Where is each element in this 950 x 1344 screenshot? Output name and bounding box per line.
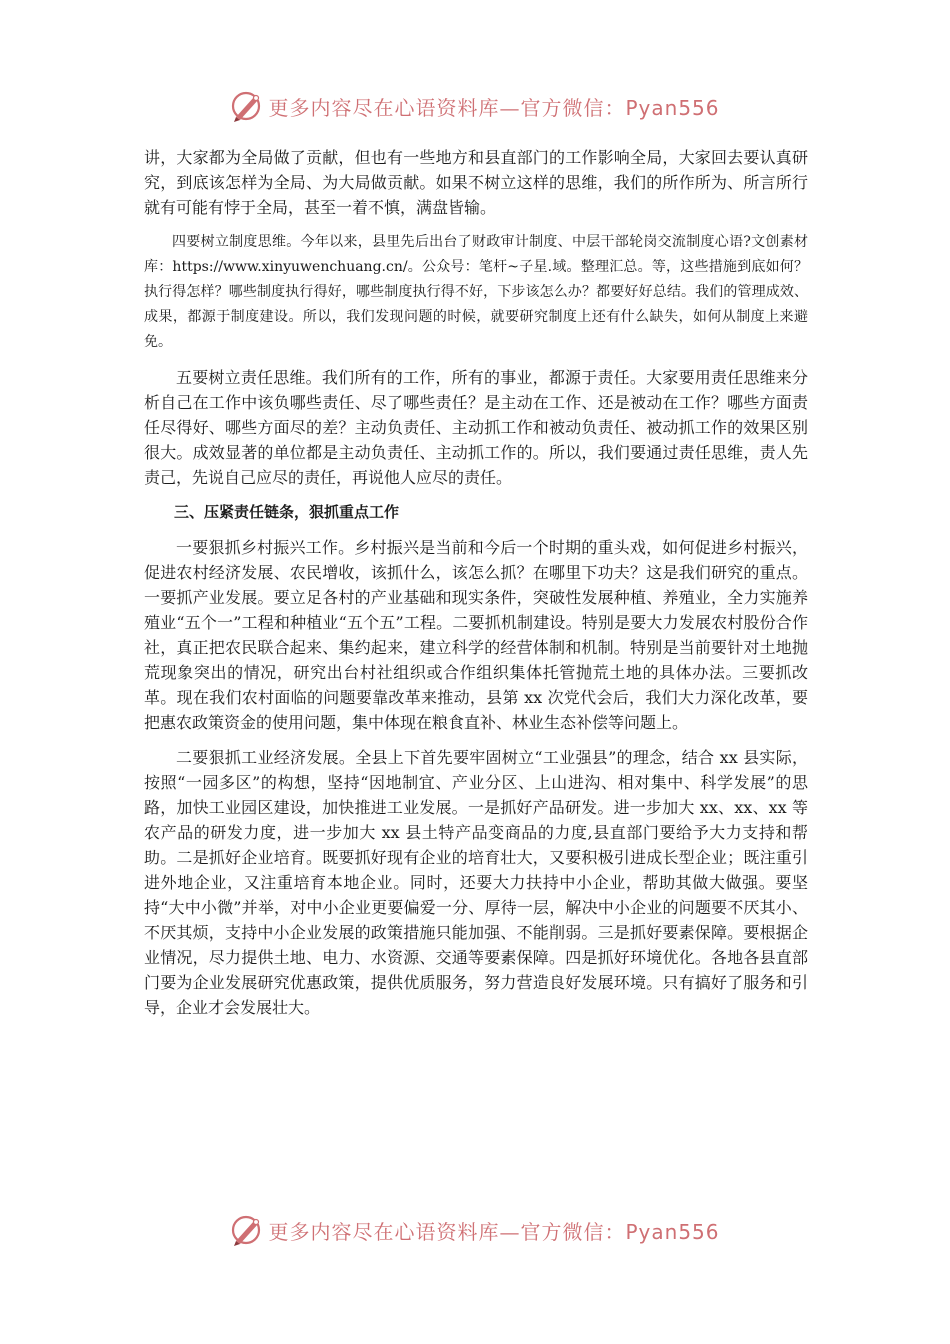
paragraph-3: 五要树立责任思维。我们所有的工作，所有的事业，都源于责任。大家要用责任思维来分析自己在工作中该负哪些责任、尽了哪些责任？是主动在工作、还是被动在工作？哪些方面责任尽得好、哪些方面尽的差？主动负责任、主动抓工作和被动负责任、被动抓工作的效果区别很大。成效显著的单位都是主动负责任、主动抓工作的。所以，我们要通过责任思维，责人先责己，先说自己应尽的责任，再说他人应尽的责任。 xyxy=(144,368,808,487)
document-body xyxy=(144,145,808,1020)
pen-logo-icon xyxy=(230,89,264,123)
banner-text: 更多内容尽在心语资料库—官方微信：Pyan556 xyxy=(268,1219,720,1244)
section-heading: 三、压紧责任链条，狠抓重点工作 xyxy=(174,503,400,521)
pen-logo-icon xyxy=(230,1213,264,1247)
paragraph-1: 讲，大家都为全局做了贡献，但也有一些地方和县直部门的工作影响全局，大家回去要认真研究，到底该怎样为全局、为大局做贡献。如果不树立这样的思维，我们的所作所为、所言所行就有可能有悖于全局，甚至一着不慎，满盘皆输。 xyxy=(144,148,808,217)
paragraph-5: 二要狠抓工业经济发展。全县上下首先要牢固树立“工业强县”的理念，结合 xx 县实际，按照“一园多区”的构想，坚持“因地制宜、产业分区、上山进沟、相对集中、科学发展”的思路，加快工业园区建设，加快推进工业发展。一是抓好产品研发。进一步加大 xx、xx、xx 等农产品的研发力度，进一步加大 xx 县土特产品变商品的力度,县直部门要给予大力支持和帮助。二是抓好企业培育。既要抓好现有企业的培育壮大，又要积极引进成长型企业；既注重引进外地企业，又注重培育本地企业。同时，还要大力扶持中小企业，帮助其做大做强。要坚持“大中小微”并举，对中小企业更要偏爱一分、厚待一层，解决中小企业的问题要不厌其小、不厌其烦，支持中小企业发展的政策措施只能加强、不能削弱。三是抓好要素保障。要根据企业情况，尽力提供土地、电力、水资源、交通等要素保障。四是抓好环境优化。各地各县直部门要为企业发展研究优惠政策，提供优质服务，努力营造良好发展环境。只有搞好了服务和引导，企业才会发展壮大。 xyxy=(144,748,808,1017)
header-banner xyxy=(0,86,950,126)
banner-text: 更多内容尽在心语资料库—官方微信：Pyan556 xyxy=(268,95,720,120)
paragraph-2: 四要树立制度思维。今年以来，县里先后出台了财政审计制度、中层干部轮岗交流制度心语?文创素材库：https://www.xinyuwenchuang.cn/。公众号：笔杆~子星.域。整理汇总。等，这些措施到底如何？执行得怎样？哪些制度执行得好，哪些制度执行得不好，下步该怎么办？都要好好总结。我们的管理成效、成果，都源于制度建设。所以，我们发现问题的时候，就要研究制度上还有什么缺失，如何从制度上来避免。 xyxy=(144,234,808,350)
paragraph-4: 一要狠抓乡村振兴工作。乡村振兴是当前和今后一个时期的重头戏，如何促进乡村振兴，促进农村经济发展、农民增收，该抓什么，该怎么抓？在哪里下功夫？这是我们研究的重点。一要抓产业发展。要立足各村的产业基础和现实条件，突破性发展种植、养殖业，全力实施养殖业“五个一”工程和种植业“五个五”工程。二要抓机制建设。特别是要大力发展农村股份合作社，真正把农民联合起来、集约起来，建立科学的经营体制和机制。特别是当前要针对土地抛荒现象突出的情况，研究出台村社组织或合作组织集体托管抛荒土地的具体办法。三要抓改革。现在我们农村面临的问题要靠改革来推动，县第 xx 次党代会后，我们大力深化改革，要把惠农政策资金的使用问题，集中体现在粮食直补、林业生态补偿等问题上。 xyxy=(144,538,808,732)
footer-banner xyxy=(0,1210,950,1250)
